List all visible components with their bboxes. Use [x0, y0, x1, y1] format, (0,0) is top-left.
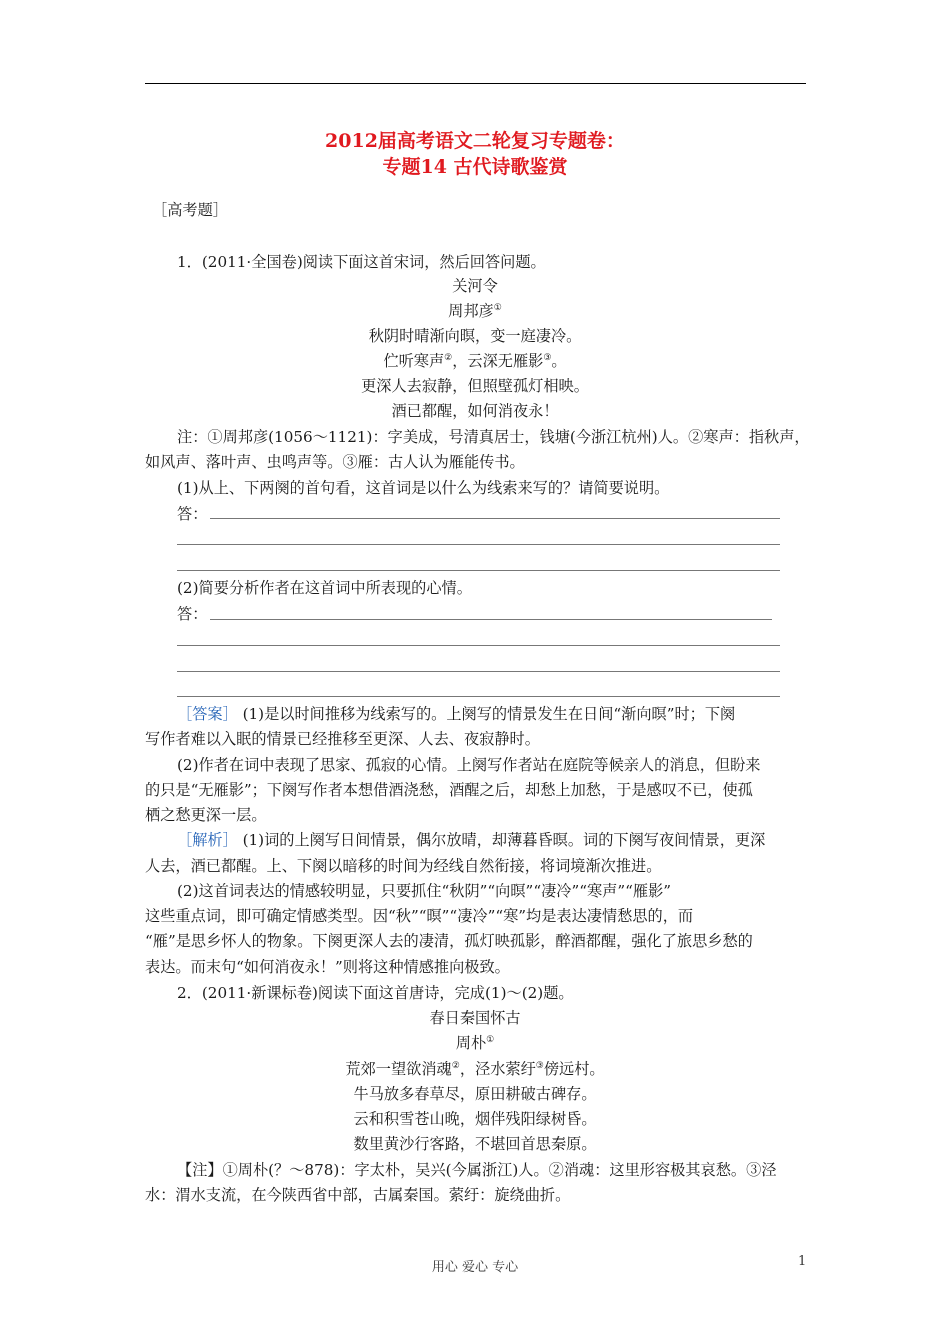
q2-intro: 2．(2011·新课标卷)阅读下面这首唐诗，完成(1)～(2)题。 — [177, 984, 574, 1002]
answer-blank — [177, 696, 780, 697]
q1-author: 周邦彦① — [448, 302, 502, 320]
q2-author: 周朴① — [455, 1034, 495, 1052]
q1-note: 如风声、落叶声、虫鸣声等。③雁：古人认为雁能传书。 — [145, 453, 525, 471]
answer-blank — [210, 518, 780, 519]
analysis-paragraph: (2)这首词表达的情感较明显，只要抓住“秋阴”“向暝”“凄冷”“寒声”“雁影” — [177, 882, 672, 900]
answer-label: 答： — [177, 605, 208, 623]
q1-poem-line: 更深人去寂静，但照壁孤灯相映。 — [361, 377, 589, 395]
q1-poem-line: 酒已都醒，如何消夜永！ — [391, 402, 559, 420]
q1-sub2: (2)简要分析作者在这首词中所表现的心情。 — [177, 579, 472, 597]
answer-tag: ［答案］ — [177, 705, 238, 723]
q2-poem-line: 数里黄沙行客路，不堪回首思秦原。 — [353, 1135, 597, 1153]
page-number: 1 — [798, 1254, 807, 1269]
answer-paragraph: 栖之愁更深一层。 — [145, 806, 267, 824]
q1-note: 注：①周邦彦(1056～1121)：字美成，号清真居士，钱塘(今浙江杭州)人。②寒声：指秋声， — [177, 428, 810, 446]
analysis-tag: ［解析］ — [177, 831, 238, 849]
q1-poem-line: 秋阴时晴渐向暝，变一庭凄冷。 — [368, 327, 582, 345]
answer-blank — [177, 645, 780, 646]
page-subtitle: 专题14 古代诗歌鉴赏 — [382, 156, 568, 178]
q1-sub1: (1)从上、下两阕的首句看，这首词是以什么为线索来写的？请简要说明。 — [177, 479, 670, 497]
q2-poem-line: 荒郊一望欲消魂②，泾水萦纡③傍远村。 — [345, 1060, 605, 1078]
answer-label: 答： — [177, 505, 208, 523]
section-label: ［高考题］ — [152, 201, 228, 219]
q1-poem-title: 关河令 — [452, 277, 498, 295]
answer-blank — [177, 570, 780, 571]
analysis-paragraph: 这些重点词，即可确定情感类型。因“秋”“暝”“凄冷”“寒”均是表达凄情愁思的，而 — [145, 907, 694, 925]
answer-blank — [177, 544, 780, 545]
q1-poem-line: 伫听寒声②，云深无雁影③。 — [383, 352, 567, 370]
answer-paragraph: (2)作者在词中表现了思家、孤寂的心情。上阕写作者站在庭院等候亲人的消息，但盼来 — [177, 756, 761, 774]
q2-poem-title: 春日秦国怀古 — [429, 1009, 521, 1027]
q2-poem-line: 云和积雪苍山晚，烟伴残阳绿树昏。 — [353, 1110, 597, 1128]
q2-note: 【注】①周朴(？～878)：字太朴，吴兴(今属浙江)人。②消魂：这里形容极其哀愁。③泾 — [177, 1161, 777, 1179]
q2-note: 水：渭水支流，在今陕西省中部，古属秦国。萦纡：旋绕曲折。 — [145, 1186, 571, 1204]
answer-paragraph: ［答案］ (1)是以时间推移为线索写的。上阕写的情景发生在日间“渐向暝”时；下阕 — [177, 705, 736, 723]
answer-blank — [210, 619, 772, 620]
q1-intro: 1．(2011·全国卷)阅读下面这首宋词，然后回答问题。 — [177, 253, 546, 271]
header-rule — [145, 83, 806, 84]
page-title: 2012届高考语文二轮复习专题卷： — [325, 130, 625, 152]
footer-slogan: 用心 爱心 专心 — [431, 1260, 519, 1275]
q2-poem-line: 牛马放多春草尽，原田耕破古碑存。 — [353, 1085, 597, 1103]
analysis-paragraph: “雁”是思乡怀人的物象。下阕更深人去的凄清，孤灯映孤影，醉酒都醒，强化了旅思乡愁的 — [145, 932, 753, 950]
answer-blank — [177, 671, 780, 672]
answer-paragraph: 写作者难以入眠的情景已经推移至更深、人去、夜寂静时。 — [145, 730, 540, 748]
analysis-paragraph: 表达。而末句“如何消夜永！”则将这种情感推向极致。 — [145, 958, 510, 976]
analysis-paragraph: 人去，酒已都醒。上、下阕以暗移的时间为经线自然衔接，将词境渐次推进。 — [145, 857, 662, 875]
answer-paragraph: 的只是“无雁影”；下阕写作者本想借酒浇愁，酒醒之后，却愁上加愁，于是感叹不已，使孤 — [145, 781, 753, 799]
analysis-paragraph: ［解析］ (1)词的上阕写日间情景，偶尔放晴，却薄暮昏暝。词的下阕写夜间情景，更深 — [177, 831, 766, 849]
